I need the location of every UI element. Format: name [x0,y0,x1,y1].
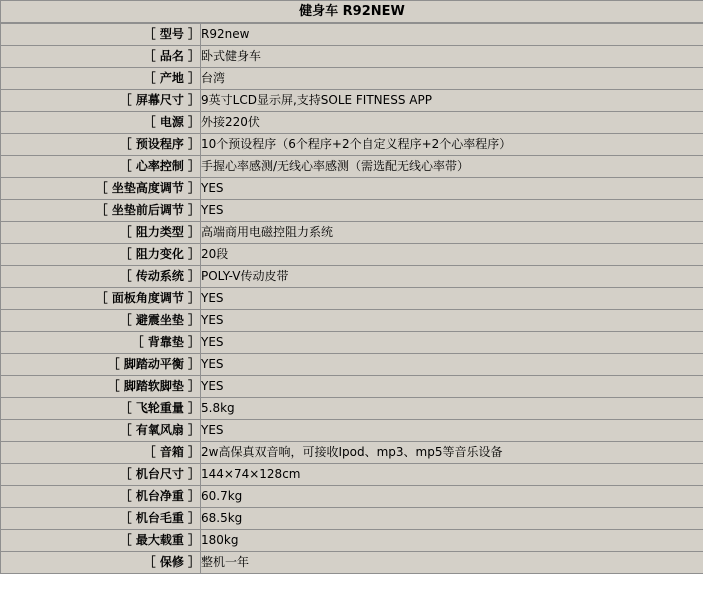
table-row [1,266,703,288]
spec-label: ［ 产地 ］ [1,68,201,90]
table-row [1,420,703,442]
table-row [1,178,703,200]
spec-value: 5.8kg [201,398,703,420]
spec-value: YES [201,200,703,222]
spec-value: YES [201,376,703,398]
spec-label: ［ 传动系统 ］ [1,266,201,288]
table-row [1,200,703,222]
table-row [1,288,703,310]
spec-value: 180kg [201,530,703,552]
table-row [1,156,703,178]
table-row [1,464,703,486]
specification-rows-body [1,24,703,574]
spec-value: YES [201,332,703,354]
spec-value: 整机一年 [201,552,703,574]
spec-label: ［ 预设程序 ］ [1,134,201,156]
table-row [1,442,703,464]
spec-label: ［ 脚踏动平衡 ］ [1,354,201,376]
spec-value: YES [201,420,703,442]
spec-value: 手握心率感测/无线心率感测（需选配无线心率带） [201,156,703,178]
spec-value: 台湾 [201,68,703,90]
table-row [1,134,703,156]
spec-label: ［ 有氧风扇 ］ [1,420,201,442]
spec-value: 9英寸LCD显示屏,支持SOLE FITNESS APP [201,90,703,112]
table-title-row [1,1,703,23]
spec-label: ［ 坐垫高度调节 ］ [1,178,201,200]
table-row [1,486,703,508]
specification-table [0,0,703,23]
spec-label: ［ 最大载重 ］ [1,530,201,552]
spec-label: ［ 避震坐垫 ］ [1,310,201,332]
spec-label: ［ 面板角度调节 ］ [1,288,201,310]
spec-label: ［ 心率控制 ］ [1,156,201,178]
table-row [1,310,703,332]
spec-value: POLY-V传动皮带 [201,266,703,288]
spec-value: 10个预设程序（6个程序+2个自定义程序+2个心率程序） [201,134,703,156]
spec-label: ［ 背靠垫 ］ [1,332,201,354]
spec-label: ［ 音箱 ］ [1,442,201,464]
spec-value: 外接220伏 [201,112,703,134]
spec-value: 68.5kg [201,508,703,530]
table-row [1,68,703,90]
spec-label: ［ 阻力变化 ］ [1,244,201,266]
spec-value: YES [201,288,703,310]
spec-label: ［ 机台净重 ］ [1,486,201,508]
spec-label: ［ 机台毛重 ］ [1,508,201,530]
spec-value: YES [201,310,703,332]
spec-value: 2w高保真双音响，可接收Ipod、mp3、mp5等音乐设备 [201,442,703,464]
spec-label: ［ 飞轮重量 ］ [1,398,201,420]
spec-label: ［ 机台尺寸 ］ [1,464,201,486]
table-row [1,90,703,112]
spec-label: ［ 型号 ］ [1,24,201,46]
table-row [1,376,703,398]
table-row [1,24,703,46]
spec-value: 高端商用电磁控阻力系统 [201,222,703,244]
table-row [1,112,703,134]
table-row [1,354,703,376]
spec-value: 144×74×128cm [201,464,703,486]
spec-label: ［ 品名 ］ [1,46,201,68]
spec-value: 60.7kg [201,486,703,508]
table-row [1,398,703,420]
table-row [1,222,703,244]
spec-label: ［ 脚踏软脚垫 ］ [1,376,201,398]
spec-label: ［ 电源 ］ [1,112,201,134]
spec-label: ［ 坐垫前后调节 ］ [1,200,201,222]
table-row [1,508,703,530]
spec-value: R92new [201,24,703,46]
specification-table-body [1,1,703,23]
spec-label: ［ 保修 ］ [1,552,201,574]
table-row [1,552,703,574]
spec-value: YES [201,178,703,200]
specification-rows-table [0,23,703,574]
page-title: 健身车 R92NEW [1,1,703,23]
table-row [1,244,703,266]
spec-value: 卧式健身车 [201,46,703,68]
table-row [1,530,703,552]
table-row [1,46,703,68]
spec-label: ［ 阻力类型 ］ [1,222,201,244]
spec-value: 20段 [201,244,703,266]
spec-label: ［ 屏幕尺寸 ］ [1,90,201,112]
table-row [1,332,703,354]
spec-value: YES [201,354,703,376]
